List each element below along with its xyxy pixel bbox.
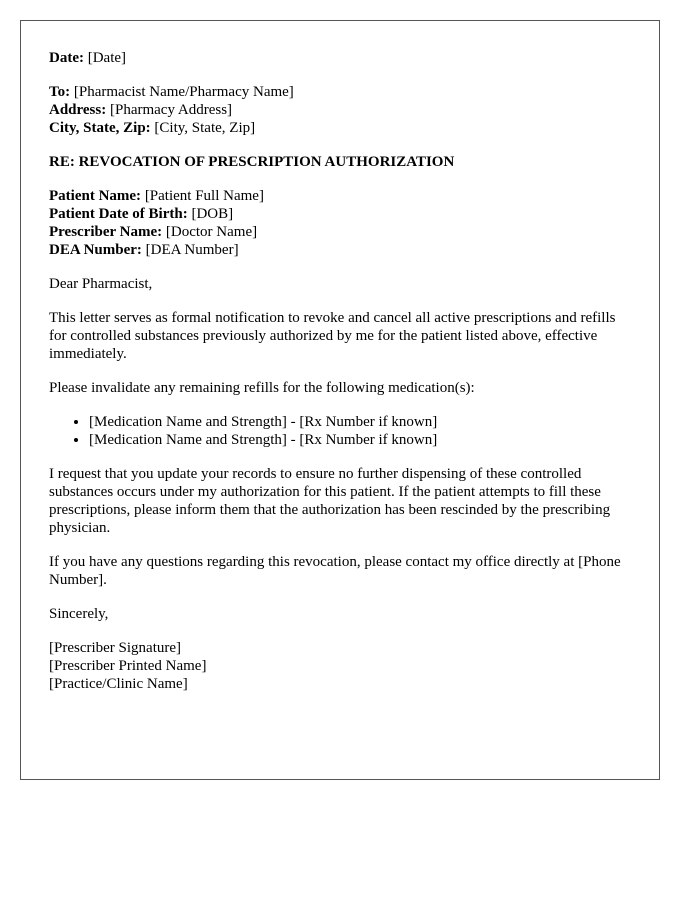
recipient-city-label: City, State, Zip: — [49, 120, 151, 136]
salutation: Dear Pharmacist, — [49, 276, 153, 292]
date-value: [Date] — [87, 50, 127, 66]
patient-info-block — [49, 187, 631, 259]
body-paragraph-1: This letter serves as formal notification to revoke and cancel all active prescriptions and refills for controlled substances previously authorized by me for the patient listed above, effective immediately. — [49, 310, 616, 362]
recipient-address-value: [Pharmacy Address] — [109, 102, 233, 118]
closing: Sincerely, — [49, 606, 109, 622]
medication-item: • [Medication Name and Strength] - [Rx Number if known] — [89, 431, 631, 449]
medication-list — [49, 413, 631, 449]
prescriber-name-line — [49, 223, 631, 241]
date-line — [49, 49, 631, 67]
recipient-city-value: [City, State, Zip] — [154, 120, 256, 136]
recipient-address-label: Address: — [49, 102, 107, 118]
dea-number-line — [49, 241, 631, 259]
recipient-to-line — [49, 83, 631, 101]
letter-page — [20, 20, 660, 780]
patient-name-line — [49, 187, 631, 205]
body-paragraph-4: If you have any questions regarding this revocation, please contact my office directly at [Phone Number]. — [49, 554, 621, 588]
practice-name-line: [Practice/Clinic Name] — [49, 676, 188, 692]
dea-number-label: DEA Number: — [49, 242, 142, 258]
patient-name-value: [Patient Full Name] — [144, 188, 264, 204]
subject-line: RE: REVOCATION OF PRESCRIPTION AUTHORIZATION — [49, 154, 455, 170]
dea-number-value: [DEA Number] — [145, 242, 239, 258]
recipient-block — [49, 83, 631, 137]
prescriber-name-label: Prescriber Name: — [49, 224, 163, 240]
recipient-city-line — [49, 119, 631, 137]
printed-name-line: [Prescriber Printed Name] — [49, 658, 207, 674]
date-label: Date: — [49, 50, 84, 66]
patient-dob-line — [49, 205, 631, 223]
date-block — [49, 49, 631, 67]
prescriber-name-value: [Doctor Name] — [165, 224, 258, 240]
signature-line: [Prescriber Signature] — [49, 640, 182, 656]
recipient-to-label: To: — [49, 84, 71, 100]
body-paragraph-3: I request that you update your records to ensure no further dispensing of these controlled substances occurs under my authorization for this patient. If the patient attempts to fill these prescriptions, please inform them that the authorization has been rescinded by the prescribing physician. — [49, 466, 611, 536]
medication-item: • [Medication Name and Strength] - [Rx Number if known] — [89, 413, 631, 431]
signature-block — [49, 639, 631, 693]
patient-dob-label: Patient Date of Birth: — [49, 206, 188, 222]
body-paragraph-2: Please invalidate any remaining refills for the following medication(s): — [49, 380, 475, 396]
recipient-address-line — [49, 101, 631, 119]
patient-dob-value: [DOB] — [191, 206, 234, 222]
patient-name-label: Patient Name: — [49, 188, 142, 204]
recipient-to-value: [Pharmacist Name/Pharmacy Name] — [73, 84, 294, 100]
